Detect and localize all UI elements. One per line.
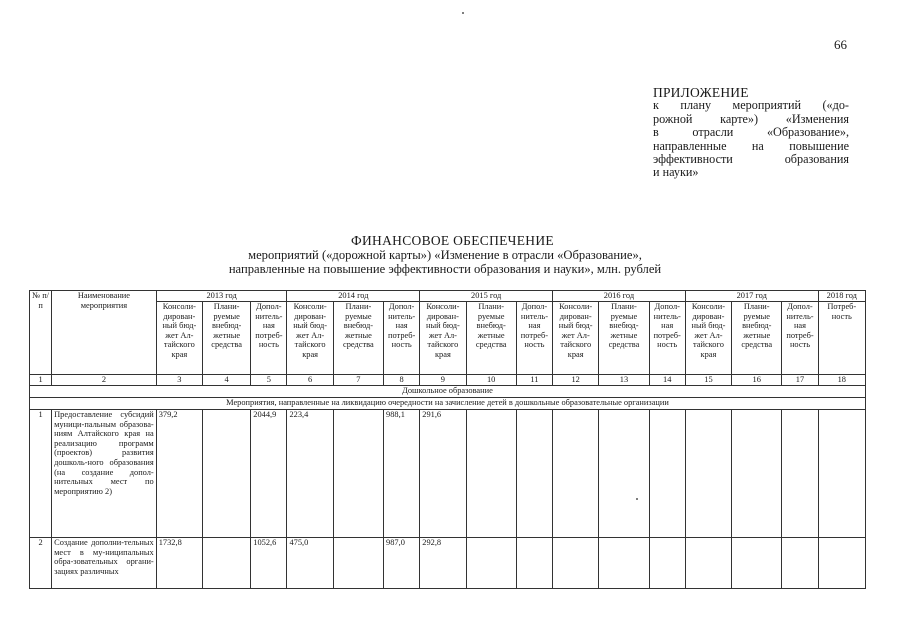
value-cell [649, 410, 685, 538]
sub-header-need: Потреб-ность [818, 302, 865, 375]
column-number-cell: 1 [30, 375, 52, 386]
appendix-line: к плану мероприятий («до- [653, 98, 849, 113]
column-number-cell: 6 [287, 375, 333, 386]
column-number-cell: 12 [553, 375, 599, 386]
value-cell [732, 410, 782, 538]
appendix-heading: ПРИЛОЖЕНИЕ [653, 85, 749, 100]
column-number-cell: 5 [251, 375, 287, 386]
column-number-cell: 14 [649, 375, 685, 386]
appendix-line: эффективности образования [653, 152, 849, 167]
column-number-cell: 2 [52, 375, 157, 386]
appendix-line: в отрасли «Образование», [653, 125, 849, 140]
column-number-cell: 3 [156, 375, 202, 386]
section-header: Дошкольное образование [30, 386, 866, 398]
column-number-cell: 13 [599, 375, 649, 386]
document-title: ФИНАНСОВОЕ ОБЕСПЕЧЕНИЕ [351, 233, 554, 248]
value-cell [818, 410, 865, 538]
subsection-header: Мероприятия, направленные на ликвидацию очередности на зачисление детей в дошкольные образовательные организации [30, 398, 866, 410]
sub-header-additional: Допол-нитель-ная потреб-ность [649, 302, 685, 375]
year-header: 2016 год [553, 291, 686, 302]
value-cell: 2044,9 [251, 410, 287, 538]
value-cell [333, 410, 383, 538]
value-cell: 988,1 [384, 410, 420, 538]
sub-header-budget: Консоли-дирован-ный бюд-жет Ал-тайского края [553, 302, 599, 375]
value-cell [466, 538, 516, 589]
appendix-block [653, 86, 849, 180]
appendix-line: направленные на повышение [653, 138, 849, 153]
row-name: Создание дополни-тельных мест в му-ниципальных обра-зовательных органи-зациях различных [52, 538, 157, 589]
value-cell: 223,4 [287, 410, 333, 538]
value-cell [553, 410, 599, 538]
value-cell [202, 538, 250, 589]
scan-speck [462, 12, 464, 14]
value-cell: 475,0 [287, 538, 333, 589]
column-number-cell: 7 [333, 375, 383, 386]
column-number-cell: 18 [818, 375, 865, 386]
sub-header-extrabudget: Плани-руемые внебюд-жетные средства [333, 302, 383, 375]
column-number-cell: 8 [384, 375, 420, 386]
column-number-cell: 9 [420, 375, 466, 386]
value-cell [516, 410, 552, 538]
col-header-number: № п/п [30, 291, 52, 375]
value-cell [649, 538, 685, 589]
value-cell: 1052,6 [251, 538, 287, 589]
value-cell [333, 538, 383, 589]
value-cell: 292,8 [420, 538, 466, 589]
sub-header-additional: Допол-нитель-ная потреб-ность [516, 302, 552, 375]
year-header: 2017 год [685, 291, 818, 302]
table-row [30, 538, 866, 589]
value-cell [732, 538, 782, 589]
value-cell [466, 410, 516, 538]
value-cell [516, 538, 552, 589]
value-cell: 291,6 [420, 410, 466, 538]
value-cell [202, 410, 250, 538]
column-number-cell: 11 [516, 375, 552, 386]
appendix-line: и науки» [653, 165, 699, 180]
sub-header-additional: Допол-нитель-ная потреб-ность [782, 302, 818, 375]
sub-header-extrabudget: Плани-руемые внебюд-жетные средства [202, 302, 250, 375]
table-row [30, 410, 866, 538]
scan-speck [636, 498, 638, 500]
value-cell [782, 538, 818, 589]
sub-header-extrabudget: Плани-руемые внебюд-жетные средства [466, 302, 516, 375]
row-number: 1 [30, 410, 52, 538]
value-cell [599, 538, 649, 589]
column-number-cell: 15 [685, 375, 731, 386]
value-cell: 379,2 [156, 410, 202, 538]
sub-header-additional: Допол-нитель-ная потреб-ность [251, 302, 287, 375]
year-header: 2013 год [156, 291, 287, 302]
sub-header-additional: Допол-нитель-ная потреб-ность [384, 302, 420, 375]
value-cell [685, 410, 731, 538]
row-number: 2 [30, 538, 52, 589]
value-cell [818, 538, 865, 589]
year-header: 2015 год [420, 291, 553, 302]
subtitle-line: направленные на повышение эффективности образования и науки», млн. рублей [228, 261, 662, 276]
value-cell [599, 410, 649, 538]
sub-header-extrabudget: Плани-руемые внебюд-жетные средства [732, 302, 782, 375]
sub-header-budget: Консоли-дирован-ный бюд-жет Ал-тайского края [420, 302, 466, 375]
subtitle-line: мероприятий («дорожной карты») «Изменение в отрасли «Образование», [248, 248, 642, 262]
column-number-cell: 4 [202, 375, 250, 386]
sub-header-budget: Консоли-дирован-ный бюд-жет Ал-тайского края [156, 302, 202, 375]
value-cell: 1732,8 [156, 538, 202, 589]
document-subtitle [0, 249, 890, 276]
year-header: 2014 год [287, 291, 420, 302]
column-number-cell: 10 [466, 375, 516, 386]
value-cell [685, 538, 731, 589]
page-number: 66 [834, 37, 847, 52]
financing-table [29, 290, 866, 589]
column-number-cell: 17 [782, 375, 818, 386]
appendix-line: рожной карте») «Изменения [653, 111, 849, 126]
col-header-name: Наименование мероприятия [52, 291, 157, 375]
column-number-cell: 16 [732, 375, 782, 386]
row-name: Предоставление субсидий муници-пальным образова-ниям Алтайского края на реализацию программ (проектов) развития дошколь-ного образования (на создание допол-нительных мест по мероприятию 2) [52, 410, 157, 538]
value-cell: 987,0 [384, 538, 420, 589]
sub-header-extrabudget: Плани-руемые внебюд-жетные средства [599, 302, 649, 375]
value-cell [782, 410, 818, 538]
value-cell [553, 538, 599, 589]
year-header: 2018 год [818, 291, 865, 302]
sub-header-budget: Консоли-дирован-ный бюд-жет Ал-тайского края [287, 302, 333, 375]
sub-header-budget: Консоли-дирован-ный бюд-жет Ал-тайского края [685, 302, 731, 375]
